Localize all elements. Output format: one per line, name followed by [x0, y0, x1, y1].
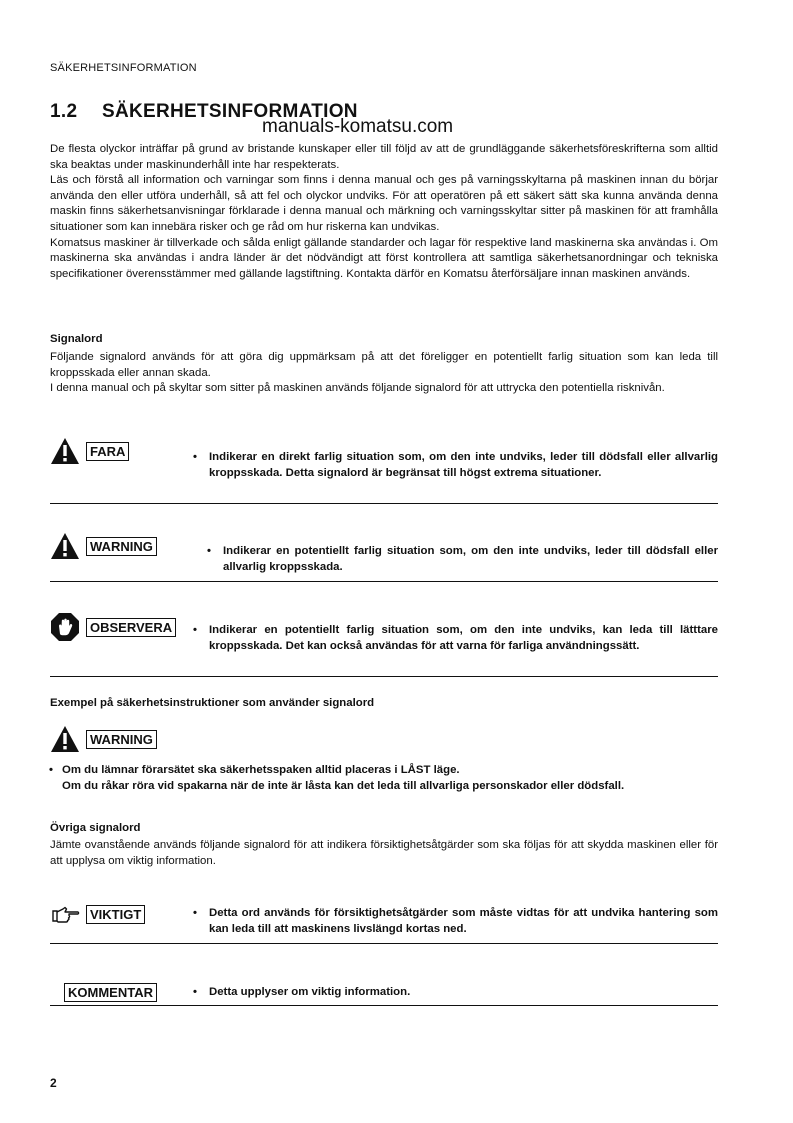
hand-stop-icon — [50, 612, 80, 642]
observera-label: OBSERVERA — [86, 618, 176, 637]
example-line-1: Om du lämnar förarsätet ska säkerhetsspaken alltid placeras i LÅST läge. — [62, 764, 460, 776]
viktigt-bullet: • — [193, 907, 197, 919]
warning-badge — [50, 532, 157, 560]
fara-bullet: • — [193, 451, 197, 463]
signalord-text — [50, 350, 718, 397]
intro-paragraph-2: Läs och förstå all information och varningar som finns i denna manual och ges på varningsskyltarna på maskinen innan du börjar använda den eller utföra underhåll, så att fel och olyckor undviks. För att operatören på ett säkert sätt ska kunna använda denna maskin finns säkerhetsanvisningar förklarade i denna manual och märkning och varningsskyltar sitter på maskinen för att framhålla situationer som kan innebära risker och ge råd om hur riskerna kan undvikas. — [50, 174, 718, 233]
warning-triangle-icon — [50, 725, 80, 753]
pointing-hand-icon — [52, 906, 80, 924]
example-warning-label: WARNING — [86, 730, 157, 749]
warning-triangle-icon — [50, 532, 80, 560]
kommentar-text: Detta upplyser om viktig information. — [209, 986, 411, 998]
observera-badge — [50, 612, 176, 642]
observera-bullet: • — [193, 624, 197, 636]
intro-text — [50, 142, 718, 282]
warning-text: Indikerar en potentiellt farlig situation som, om den inte undviks, leder till dödsfall eller allvarlig kroppsskada. — [223, 545, 718, 573]
intro-paragraph-3: Komatsus maskiner är tillverkade och sålda enligt gällande standarder och lagar för respektive land maskinerna ska användas i. Om maskinerna ska användas i andra länder är det nödvändigt att först kontrollera att samtliga säkerhetsanordningar och tekniska specifikationer överensstämmer med gällande lagstiftning. Kontakta därför en Komatsu återförsäljare innan maskinen används. — [50, 236, 718, 280]
fara-badge — [50, 437, 129, 465]
ovriga-text: Jämte ovanstående används följande signalord för att indikera försiktighetsåtgärder som ska följas för att skydda maskinen eller för att upplysa om viktig information. — [50, 839, 718, 867]
kommentar-label: KOMMENTAR — [64, 983, 157, 1002]
observera-description — [193, 622, 718, 654]
example-heading: Exempel på säkerhetsinstruktioner som använder signalord — [50, 697, 375, 709]
watermark: manuals-komatsu.com — [262, 116, 454, 137]
example-bullet: • — [49, 764, 53, 776]
example-warning-badge — [50, 725, 157, 753]
fara-text: Indikerar en direkt farlig situation som, om den inte undviks, leder till dödsfall eller allvarlig kroppsskada. Detta signalord är begränsat till högst extrema situationer. — [209, 451, 718, 479]
fara-description — [193, 449, 718, 481]
warning-bullet: • — [207, 545, 211, 557]
divider — [50, 676, 718, 677]
intro-paragraph-1: De flesta olyckor inträffar på grund av bristande kunskaper eller till följd av att de grundläggande säkerhetsföreskrifterna som alltid ska beaktas under maskinunderhåll inte har respekterats. — [50, 143, 718, 171]
page-number: 2 — [50, 1076, 57, 1090]
running-header: SÄKERHETSINFORMATION — [50, 62, 197, 74]
viktigt-text: Detta ord används för försiktighetsåtgärder som måste vidtas för att undvika hantering som kan leda till att maskinens livslängd kortas ned. — [209, 907, 718, 935]
signalord-paragraph-2: I denna manual och på skyltar som sitter på maskinen används följande signalord för att uttrycka den potentiella risknivån. — [50, 382, 665, 395]
fara-label: FARA — [86, 442, 129, 461]
kommentar-bullet: • — [193, 986, 197, 998]
viktigt-label: VIKTIGT — [86, 905, 145, 924]
signalord-paragraph-1: Följande signalord används för att göra dig uppmärksam på att det föreligger en potentiellt farlig situation som kan leda till kroppsskada eller annan skada. — [50, 351, 718, 379]
section-title-text: SÄKERHETSINFORMATION — [102, 101, 358, 122]
section-number: 1.2 — [50, 101, 78, 122]
example-instruction — [49, 762, 722, 794]
divider — [50, 503, 718, 504]
viktigt-badge — [52, 905, 145, 924]
viktigt-description — [193, 905, 718, 937]
example-line-2: Om du råkar röra vid spakarna när de inte är låsta kan det leda till allvarliga personskador eller dödsfall. — [62, 780, 625, 792]
warning-label: WARNING — [86, 537, 157, 556]
signalord-heading: Signalord — [50, 333, 103, 345]
warning-description — [207, 543, 718, 575]
divider — [50, 581, 718, 582]
observera-text: Indikerar en potentiellt farlig situation som, om den inte undviks, kan leda till lätttare kroppsskada. Det kan också användas för att varna för farliga användningssätt. — [209, 624, 718, 652]
ovriga-heading: Övriga signalord — [50, 822, 141, 834]
divider — [50, 943, 718, 944]
warning-triangle-icon — [50, 437, 80, 465]
divider — [50, 1005, 718, 1006]
kommentar-badge — [58, 983, 157, 1002]
kommentar-description — [193, 984, 718, 1000]
